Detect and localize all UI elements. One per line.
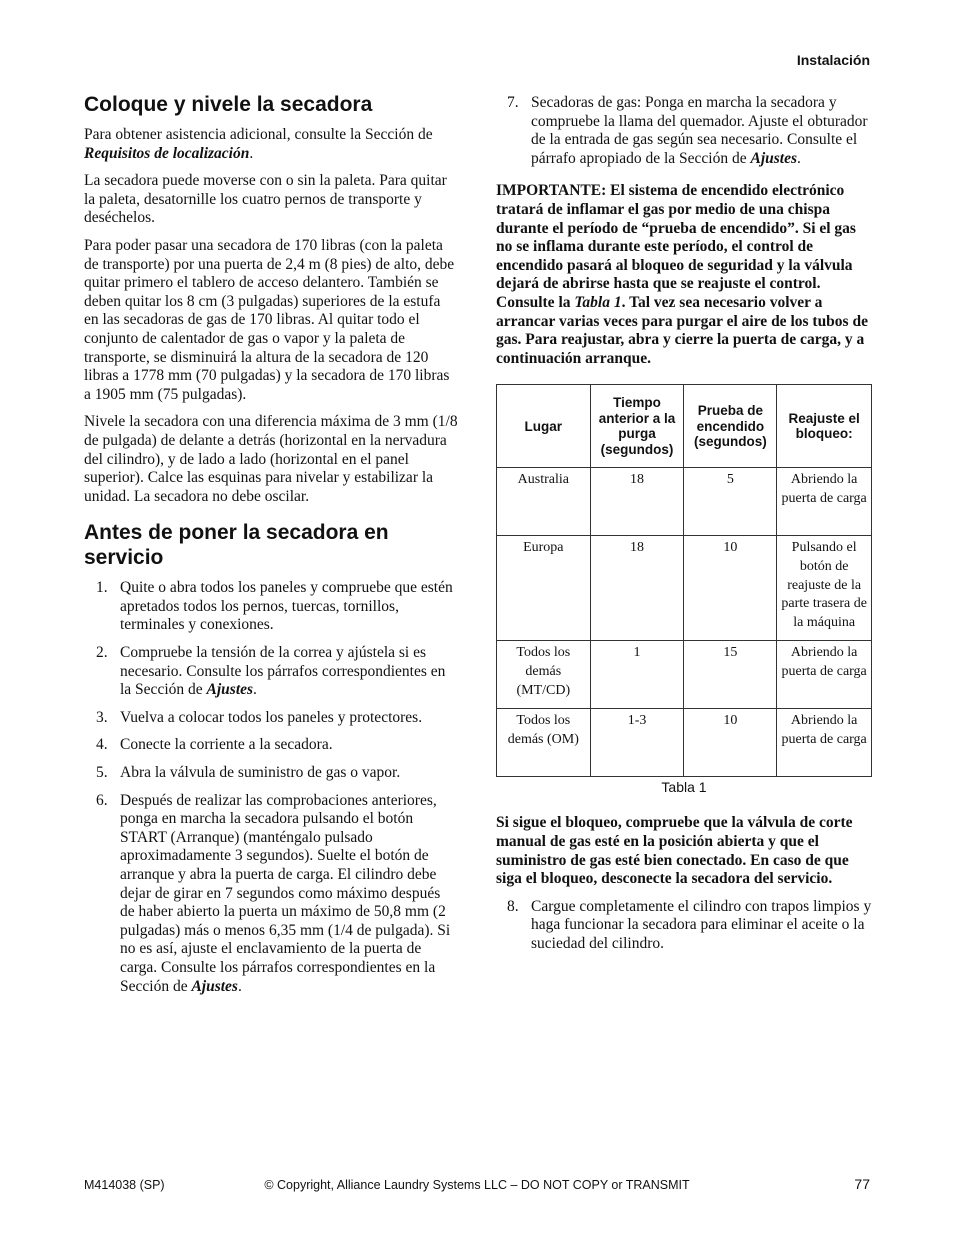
reference-adjustments: Ajustes [191,977,238,995]
table-cell: Abriendo la puerta de carga [777,468,872,536]
table-cell: Abriendo la puerta de carga [777,641,872,709]
list-item: 3. Vuelva a colocar todos los paneles y protectores. [96,708,423,726]
left-column [84,92,458,1005]
table-cell: 15 [684,641,777,709]
table-header-row [497,385,872,468]
section-title-before-service: Antes de poner la secadora en servicio [84,521,389,570]
table-row [497,641,872,709]
table-cell: Todos los demás (MT/CD) [497,641,591,709]
table-caption: Tabla 1 [661,779,707,796]
table-cell: Australia [497,468,591,536]
list-item: 5. Abra la válvula de suministro de gas o vapor. [96,764,401,782]
column-header: Prueba de encendido (segundos) [684,385,777,468]
list-item: 8. Cargue completamente el cilindro con trapos limpios y haga funcionar la secadora para eliminar el aceite o la suciedad del cilindro. [507,897,872,952]
paragraph-leveling: Nivele la secadora con una diferencia máxima de 3 mm (1/8 de pulgada) de delante a detrás (horizontal en la nervadura del cilindro), y de lado a lado (horizontal en el panel superior). Calce las esquinas para nivelar y estabilizar la unidad. La secadora no debe oscilar. [84,413,458,505]
table-row [497,536,872,641]
page-number: 77 [854,1176,870,1192]
table-cell: 1 [590,641,684,709]
table-cell: 18 [590,536,684,641]
table-cell: 10 [684,536,777,641]
list-item: 7. Secadoras de gas: Ponga en marcha la secadora y compruebe la llama del quemador. Ajuste el obturador de la entrada de gas según sea necesario. Consulte el párrafo apropiado de la Sección de Ajustes. [507,94,868,167]
table-cell: 10 [684,709,777,777]
section-title-level-dryer: Coloque y nivele la secadora [84,93,373,116]
section-header: Instalación [796,52,870,68]
lockout-notice: Si sigue el bloqueo, compruebe que la válvula de corte manual de gas esté en la posición abierta y que el suministro de gas esté bien conectado. En caso de que siga el bloqueo, desconecte la secadora del servicio. [496,814,853,888]
list-item: 2. Compruebe la tensión de la correa y ajústela si es necesario. Consulte los párrafos correspondientes en la Sección de Ajustes. [96,644,446,699]
list-item: 4. Conecte la corriente a la secadora. [96,736,333,754]
paragraph-door-clearance: Para poder pasar una secadora de 170 libras (con la paleta de transporte) por una puerta de 2,4 m (8 pies) de alto, debe quitar primero el tablero de acceso delantero. También se deben quitar los 8 cm (3 pulgadas) superiores de la estufa en las secadoras de gas de 170 libras. Al quitar todo el conjunto de calentador de gas o vapor y la paleta de transporte, se disminuirá la altura de la secadora de 120 libras a 1778 mm (70 pulgadas) y la secadora de 170 libras a 1905 mm (75 pulgadas). [84,236,455,403]
document-number: M414038 (SP) [84,1178,165,1192]
table-row [497,709,872,777]
table-cell: 5 [684,468,777,536]
checklist-final [496,898,872,954]
list-item: 6. Después de realizar las comprobaciones anteriores, ponga en marcha la secadora pulsando el botón START (Arranque) (manténgalo pulsado aproximadamente 3 segundos). Suelte el botón de arranque y abra la puerta de carga. El cilindro debe dejar de girar en 7 segundos como máximo después de haber abierto la puerta un máximo de 50,8 mm (2 pulgadas) más o menos 6,35 mm (1/4 de pulgada). Si no es así, ajuste el enclavamiento de la puerta de carga. Consulte los párrafos correspondientes en la Sección de Ajustes. [96,791,451,995]
table-cell: 1-3 [590,709,684,777]
copyright-notice: © Copyright, Alliance Laundry Systems LLC – DO NOT COPY or TRANSMIT [264,1178,690,1192]
column-header: Reajuste el bloqueo: [777,385,872,468]
reference-adjustments: Ajustes [206,681,254,699]
important-notice: IMPORTANTE: El sistema de encendido electrónico tratará de inflamar el gas por medio de una chispa durante el período de “prueba de encendido”. Si el gas no se inflama durante este período, el control de encendido pasará al bloqueo de seguridad y la válvula dejará de abrirse hasta que se reajuste el control. Consulte la Tabla 1. Tal vez sea necesario volver a arrancar varias veces para purgar el aire de los tubos de gas. Para reajustar, abra y cierre la puerta de carga, y a continuación arranque. [496,182,868,367]
column-header: Tiempo anterior a la purga (segundos) [590,385,684,468]
table-cell: Europa [497,536,591,641]
table-row [497,468,872,536]
paragraph-assistance: Para obtener asistencia adicional, consulte la Sección de Requisitos de localización. [84,126,433,162]
reference-location-requirements: Requisitos de localización [84,144,250,162]
checklist [84,579,458,996]
table-cell: Pulsando el botón de reajuste de la parte trasera de la máquina [777,536,872,641]
reference-adjustments: Ajustes [750,149,797,167]
right-column [496,94,872,962]
checklist-continued [496,94,872,168]
table-cell: 18 [590,468,684,536]
reference-table-1: Tabla 1 [574,293,622,311]
paragraph-pallet: La secadora puede moverse con o sin la paleta. Para quitar la paleta, desatornille los cuatro pernos de transporte y deséchelos. [84,172,447,227]
table-cell: Abriendo la puerta de carga [777,709,872,777]
list-item: 1. Quite o abra todos los paneles y compruebe que estén apretados todos los pernos, tuercas, tornillos, terminales y conexiones. [96,579,453,634]
table-cell: Todos los demás (OM) [497,709,591,777]
column-header: Lugar [497,385,591,468]
ignition-table [496,384,872,777]
